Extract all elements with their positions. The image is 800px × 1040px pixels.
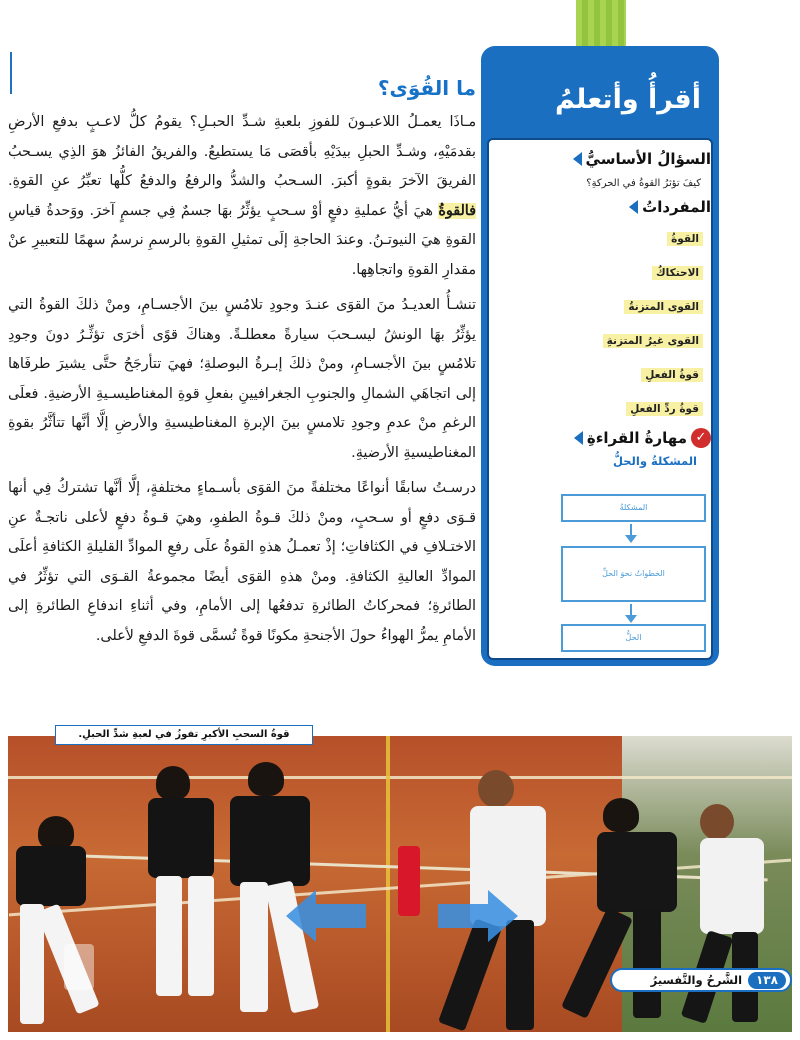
paragraph-1-end: هيَ أيُّ عمليةِ دفعٍ أوْ سـحبٍ يؤثِّرُ بهَا جسمٌ فِي جسمٍ آخرَ. ووَحدةُ قياسِ القوةِ هيَ النيوتـنُ. وعندَ الحاجةِ إلَى تمثيلِ القوةِ بالرسمِ نرسمُ سهمًا للتعبيرِ عنْ مقدارِ القوةِ واتجاهِها. xyxy=(8,202,476,278)
court-line xyxy=(8,776,792,779)
vocab-item: الاحتكاكُ xyxy=(652,266,703,280)
center-line xyxy=(386,736,390,1032)
red-flag xyxy=(398,846,420,916)
read-and-learn-sidebar xyxy=(481,46,719,666)
force-arrow-left-icon xyxy=(286,886,366,946)
vocab-item: قوةُ الفعلِ xyxy=(641,368,703,382)
check-icon: ✓ xyxy=(691,428,711,448)
flowchart-arrow xyxy=(630,524,632,536)
vocab-item: القوى المتزنةُ xyxy=(624,300,703,314)
paragraph-1 xyxy=(8,108,476,285)
flowchart-solution-box: الحلُّ xyxy=(561,624,706,652)
vocab-item: القوى غيرُ المتزنةِ xyxy=(603,334,703,348)
main-text-column xyxy=(8,70,476,657)
triangle-marker-icon xyxy=(629,200,638,214)
flowchart-problem-box: المشكلةُ xyxy=(561,494,706,522)
section-title: ما القُوَى؟ xyxy=(377,76,476,100)
paragraph-3: درسـتُ سابقًا أنواعًا مختلفةً منَ القوَى بأسـماءٍ مختلفةٍ، إلَّا أنَّها تشتركُ فِي أنها قـوَى دفعٍ أو سـحبٍ، ومنْ ذلكَ قـوةُ الطفوِ، وهيَ قـوةُ دفعٍ لأعلى ناتجـةٌ عنِ الاختـلافِ في الكثافاتِ؛ إذْ تعمـلُ هذهِ القوةُ علَى رفعِ الموادِّ القليلةِ الكثافةِ أعلَى الموادِّ العاليةِ الكثافةِ. ومنْ هذهِ القوَى أيضًا مجموعةُ القـوَى التي تؤثِّرُ في الطائرةِ؛ فمحركاتُ الطائرةِ تدفعُها إلى الأمامِ، وفي أثناءِ اندفاعِ الطائرةِ إلى الأمامِ يمرُّ الهواءُ حولَ الأجنحةِ مكونًا قوةً تُسمَّى قوةَ الدفعِ لأعلى. xyxy=(8,480,476,644)
force-arrow-right-icon xyxy=(438,886,518,946)
paragraph-1-start: مـاذَا يعمـلُ اللاعبـونَ للفوزِ بلعبةِ شـدِّ الحبـلِ؟ يقومُ كلُّ لاعـبٍ بدفعِ الأرضِ بقدمَيْهِ، وشـدِّ الحبلِ بيدَيْهِ بأقصَى مَا يستطيعُ. والفريقُ الفائزُ هوَ الذِي يسـحبُ الفريقَ الآخرَ بقوةٍ أكبرَ. السـحبُ والشدُّ والرفعُ والدفعُ كلُّها تعبِّرُ عنِ القوةِ. xyxy=(8,114,476,189)
triangle-marker-icon xyxy=(574,431,583,445)
reading-skill-heading: ✓ مهارةُ القراءةِ xyxy=(574,428,711,448)
reading-skill-name: المشكلةُ والحلُّ xyxy=(613,454,697,468)
triangle-marker-icon xyxy=(573,152,582,166)
sidebar-title: أقرأُ وأتعلمُ xyxy=(555,84,701,115)
watermark-logo xyxy=(64,944,94,990)
term-force-highlight: فالقوةُ xyxy=(438,202,476,219)
flowchart-steps-box: الخطواتُ نحوَ الحلِّ xyxy=(561,546,706,602)
page-footer xyxy=(610,968,792,992)
footer-section-name: الشَّرحُ والتَّفسيرُ xyxy=(650,973,743,987)
essential-question-heading: السؤالُ الأساسيُّ xyxy=(573,150,711,168)
sidebar-header xyxy=(481,46,719,136)
page-number: ١٣٨ xyxy=(748,972,786,989)
vocab-item: القوةُ xyxy=(667,232,703,246)
vocabulary-heading: المفرداتُ xyxy=(629,198,711,216)
flowchart-arrow xyxy=(630,604,632,616)
vocab-item: قوةُ ردِّ الفعلِ xyxy=(626,402,703,416)
photo-caption: قوةُ السحبِ الأكبرِ تفوزُ في لعبةِ شدِّ الحبلِ. xyxy=(55,725,313,745)
paragraph-2: تنشـأُ العديـدُ منَ القوَى عنـدَ وجودِ تلامُسٍ بينَ الأجسـامِ، ومنْ ذلكَ القوةُ التي يؤثِّرُ بهَا الونشُ ليسـحبَ سيارةً معطلـةً. وهناكَ قوًى أخرَى تؤثِّـرُ دونَ وجودِ تلامُسٍ بينَ الأجسـامِ، ومنْ ذلكَ إبـرةُ البوصلةِ؛ فهيَ تتأرجَحُ حتَّى يشيرَ طرفَاها إلى اتجاهَي الشمالِ والجنوبِ الجغرافيينِ بفعلِ قوةِ المغناطيسـيةِ الأرضيةِ. فعلَى الرغمِ منْ عدمِ وجودِ تلامسٍ بينَ الإبرةِ المغناطيسيةِ والأرضِ إلَّا أنَّها تتأثَّرُ بقوةِ المغناطيسيةِ الأرضيةِ. xyxy=(8,297,476,461)
sidebar-body xyxy=(487,138,713,660)
essential-question-text: كيفَ تؤثرُ القوةُ في الحركةِ؟ xyxy=(586,178,701,189)
